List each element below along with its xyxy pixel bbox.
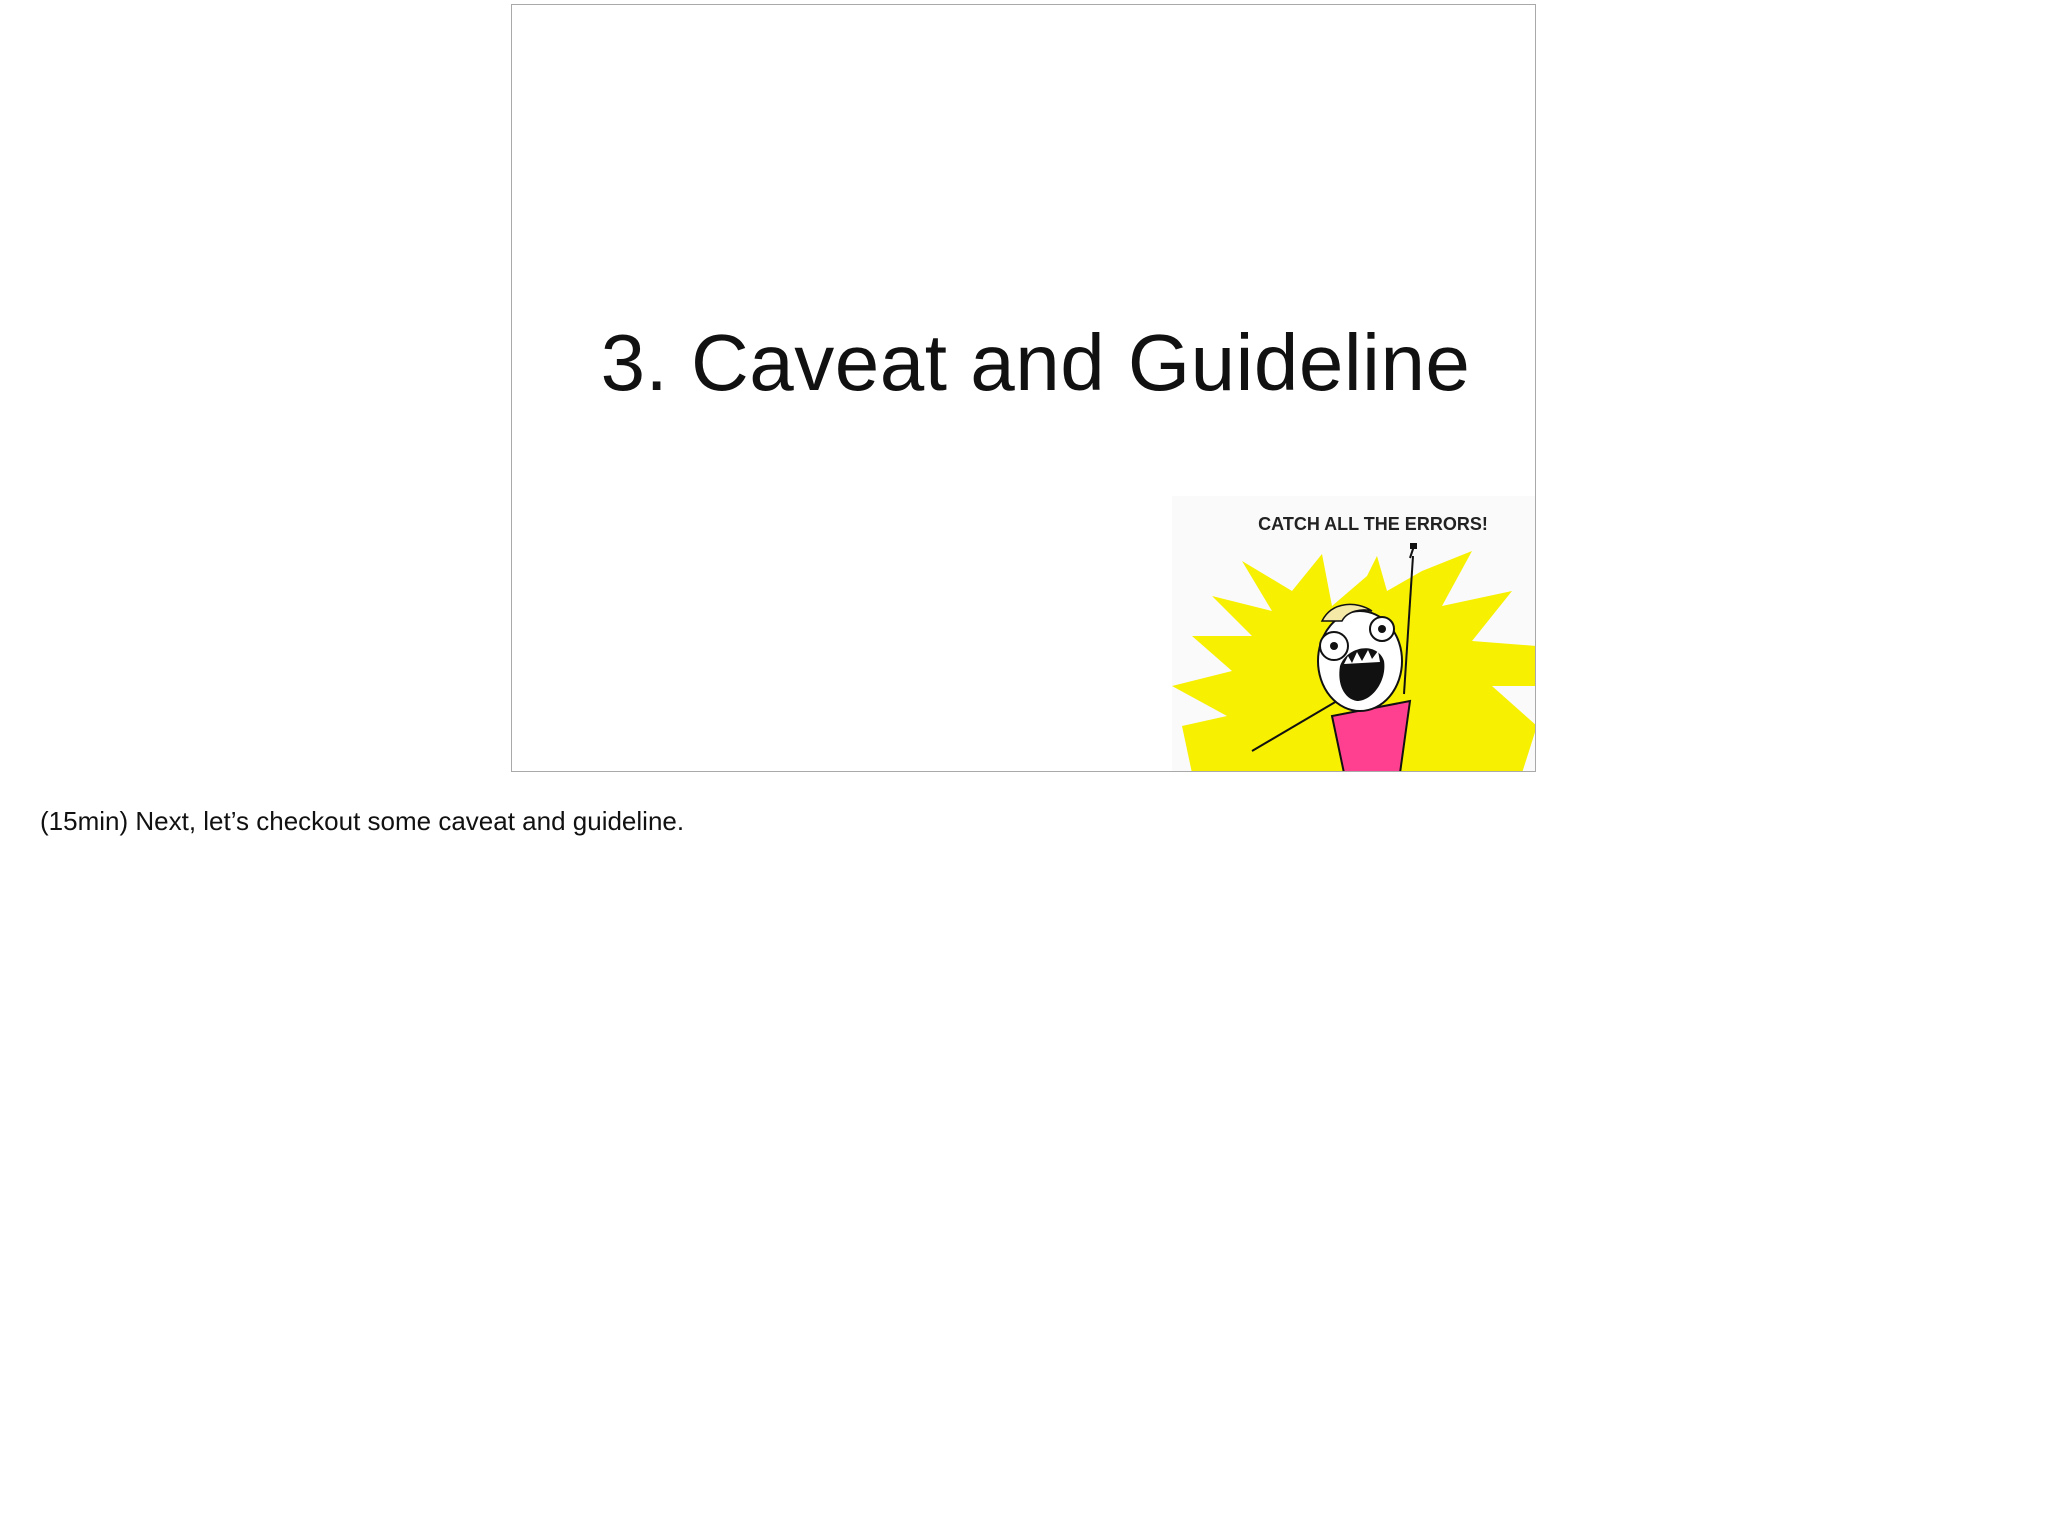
slide xyxy=(511,4,1536,772)
meme-caption: CATCH ALL THE ERRORS! xyxy=(1258,514,1488,534)
speaker-notes: (15min) Next, let’s checkout some caveat and guideline. xyxy=(40,806,685,836)
catch-all-the-errors-meme-image xyxy=(1172,496,1536,772)
slide-title: 3. Caveat and Guideline xyxy=(600,318,1471,407)
